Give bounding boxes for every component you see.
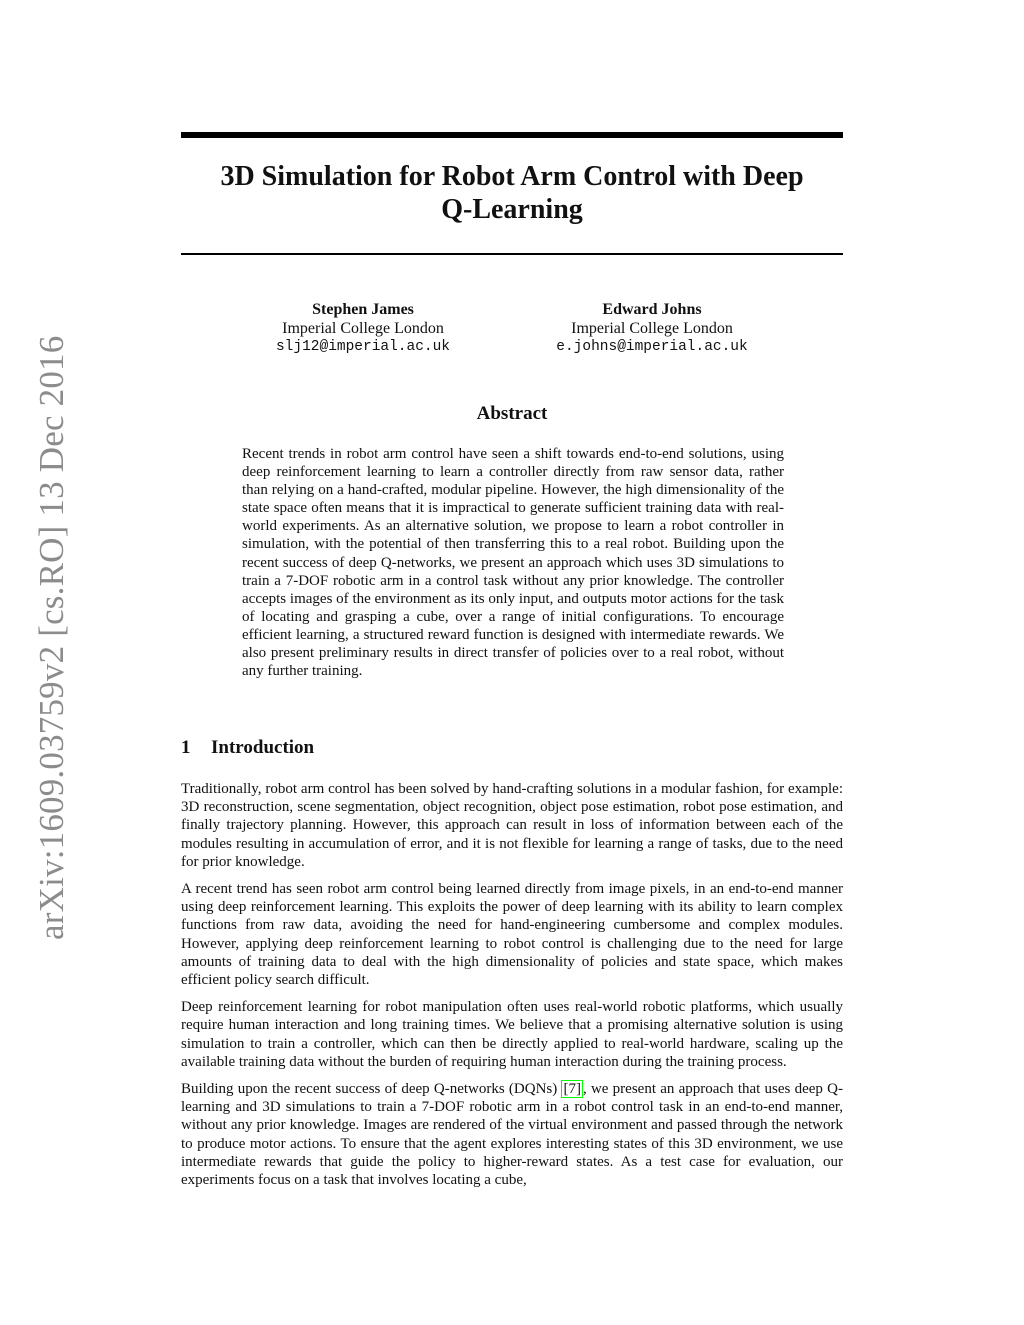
- author-block: [181, 300, 843, 370]
- citation-link[interactable]: [7]: [563, 1081, 581, 1098]
- paper-title-line-2: Q-Learning: [441, 194, 583, 225]
- paragraph-text: , we present an approach that uses deep Q-learning and 3D simulations to train a 7-DOF robotic arm in a robot control task in an end-to-end manner, without any prior knowledge. Images are rendered of the virtual environment and passed through the network to produce motor actions. To ensure that the agent explores interesting states of this 3D environment, we use intermediate rewards that guide the policy to higher-reward states. As a test case for evaluation, our experiments focus on a task that involves locating a cube,: [181, 1081, 843, 1189]
- paragraph-text: Building upon the recent success of deep Q-networks (DQNs): [181, 1081, 562, 1098]
- paper-title: [181, 160, 843, 226]
- author-email: e.johns@imperial.ac.uk: [556, 339, 748, 355]
- author-affiliation: Imperial College London: [571, 320, 733, 337]
- paragraph: [181, 1080, 843, 1189]
- abstract-heading: Abstract: [476, 403, 548, 424]
- arxiv-identifier: arXiv:1609.03759v2 [cs.RO] 13 Dec 2016: [32, 335, 71, 940]
- title-top-rule: [181, 132, 843, 138]
- paragraph: Traditionally, robot arm control has been solved by hand-crafting solutions in a modular fashion, for example: 3D reconstruction, scene segmentation, object recognition, object pose estimation, robot pose estimation, and finally trajectory planning. However, this approach can result in loss of information between each of the modules resulting in accumulation of error, and it is not flexible for learning a range of tasks, due to the need for prior knowledge.: [181, 781, 843, 870]
- author-name: Edward Johns: [602, 301, 702, 318]
- title-bottom-rule: [181, 253, 843, 255]
- author-name: Stephen James: [312, 301, 414, 318]
- section-title: Introduction: [211, 737, 315, 758]
- author-email: slj12@imperial.ac.uk: [275, 339, 451, 355]
- introduction-body: [181, 780, 843, 1198]
- author-affiliation: Imperial College London: [282, 320, 444, 337]
- section-number: 1: [181, 737, 191, 758]
- author-1: [213, 300, 513, 357]
- paragraph: A recent trend has seen robot arm control being learned directly from image pixels, in an end-to-end manner using deep reinforcement learning. This exploits the power of deep learning with its ability to learn complex functions from raw data, avoiding the need for hand-engineering cumbersome and complex modules. However, applying deep reinforcement learning to robot control is challenging due to the need for large amounts of training data to deal with the high dimensionality of policies and state space, which makes efficient policy search difficult.: [181, 881, 843, 989]
- author-2: [502, 300, 802, 357]
- paragraph: Deep reinforcement learning for robot manipulation often uses real-world robotic platforms, which usually require human interaction and long training times. We believe that a promising alternative solution is using simulation to train a controller, which can then be directly applied to real-world hardware, scaling up the available training data without the burden of requiring human interaction during the training process.: [181, 999, 843, 1070]
- section-heading-introduction: [181, 737, 314, 759]
- paper-title-line-1: 3D Simulation for Robot Arm Control with Deep: [220, 161, 804, 192]
- abstract-text: Recent trends in robot arm control have seen a shift towards end-to-end solutions, using deep reinforcement learning to learn a controller directly from raw sensor data, rather than relying on a hand-crafted, modular pipeline. However, the high dimensionality of the state space often means that it is impractical to generate sufficient training data with real-world experiments. As an alternative solution, we propose to learn a robot controller in simulation, with the potential of then transferring this to a real robot. Building upon the recent success of deep Q-networks, we present an approach which uses 3D simulations to train a 7-DOF robotic arm in a control task without any prior knowledge. The controller accepts images of the environment as its only input, and outputs motor actions for the task of locating and grasping a cube, over a range of initial configurations. To encourage efficient learning, a structured reward function is designed with intermediate rewards. We also present preliminary results in direct transfer of policies over to a real robot, without any further training.: [242, 446, 784, 680]
